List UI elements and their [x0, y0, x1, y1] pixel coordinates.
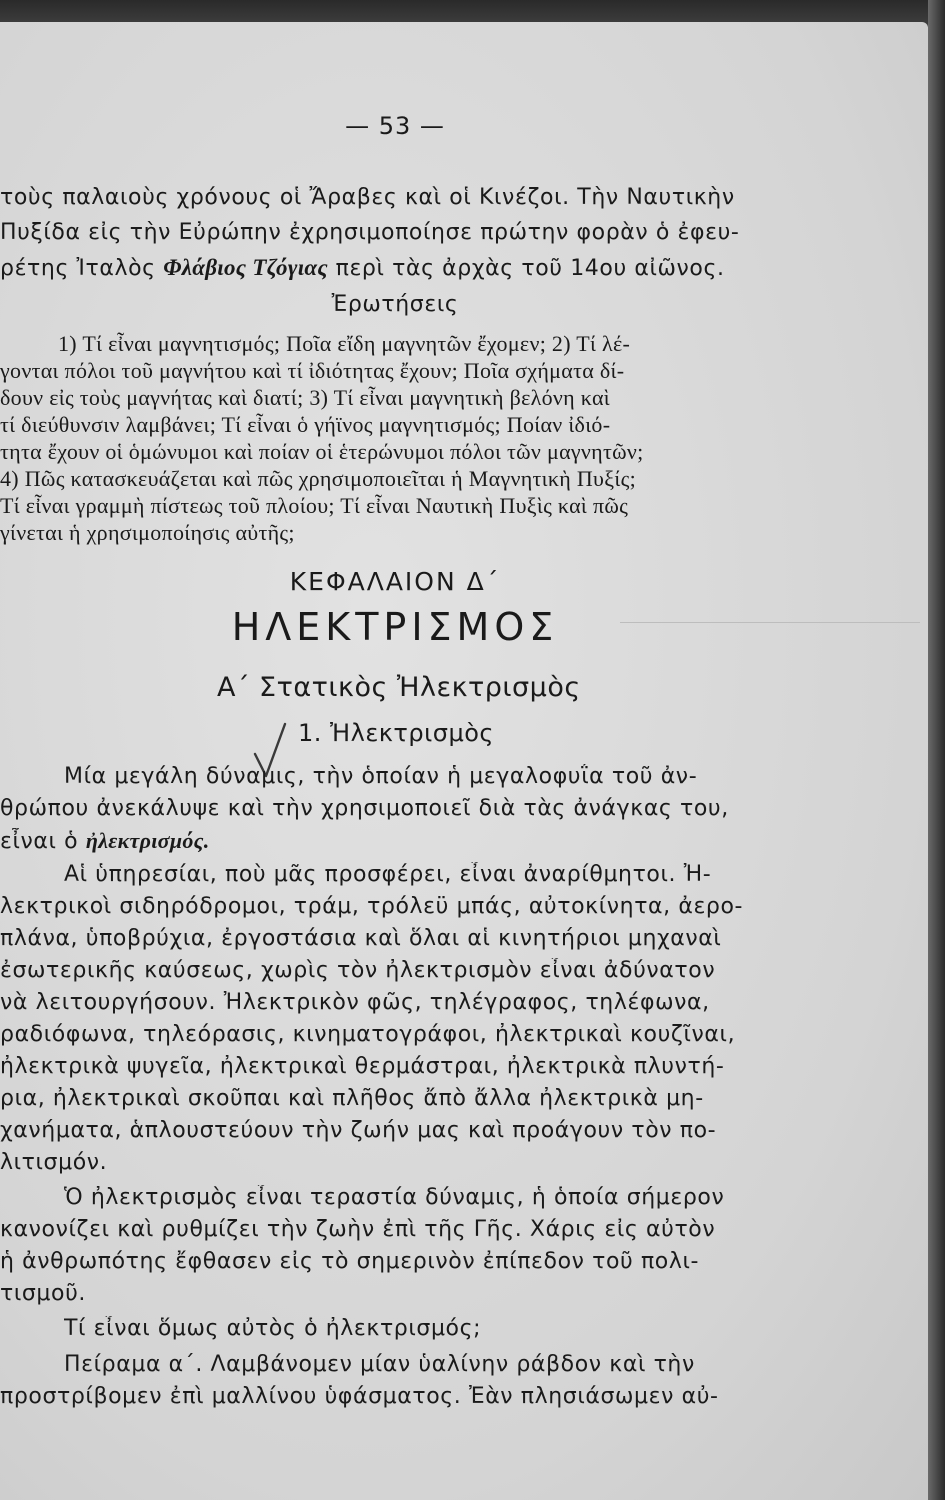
paragraph-line: κανονίζει καὶ ρυθμίζει τὴν ζωὴν ἐπὶ τῆς Γῆς. Χάρις εἰς αὐτὸν [0, 1217, 716, 1242]
book-page [0, 22, 928, 1500]
paragraph-line: πλάνα, ὑποβρύχια, ἐργοστάσια καὶ ὅλαι αἱ κινητήριοι μηχαναὶ [0, 926, 722, 951]
paragraph-line: ἠλεκτρικὰ ψυγεῖα, ἠλεκτρικαὶ θερμάστραι, ἠλεκτρικὰ πλυντή- [0, 1054, 725, 1079]
experiment-line: προστρίβομεν ἐπὶ μαλλίνου ὑφάσματος. Ἐὰν πλησιάσωμεν αὐ- [0, 1384, 719, 1409]
question-line: τητα ἔχουν οἱ ὁμώνυμοι καὶ ποίαν οἱ ἑτερώνυμοι πόλοι τῶν μαγνητῶν; [0, 439, 644, 464]
subsection-heading: 1. Ἠλεκτρισμὸς [298, 719, 494, 747]
paragraph-line: τισμοῦ. [0, 1281, 87, 1306]
inventor-name: Φλάβιος Τζόγιας [163, 255, 328, 280]
question-line: 4) Πῶς κατασκευάζεται καὶ πῶς χρησιμοποιεῖται ἡ Μαγνητικὴ Πυξίς; [0, 466, 637, 491]
paragraph-line: Μία μεγάλη δύναμις, τὴν ὁποίαν ἡ μεγαλοφυΐα τοῦ ἀν- [64, 764, 698, 789]
chapter-title: ΗΛΕΚΤΡΙΣΜΟΣ [231, 605, 559, 649]
question-line: τί διεύθυνσιν λαμβάνει; Τί εἶναι ὁ γήϊνος μαγνητισμός; Ποίαν ἰδιό- [0, 412, 611, 437]
intro-line-3 [0, 255, 928, 281]
key-term: ἠλεκτρισμός. [85, 828, 210, 853]
paragraph-line: ρια, ἠλεκτρικαὶ σκοῦπαι καὶ πλῆθος ἄπὸ ἄλλα ἠλεκτρικὰ μη- [0, 1086, 704, 1111]
paragraph-line: θρώπου ἀνεκάλυψε καὶ τὴν χρησιμοποιεῖ διὰ τὰς ἀνάγκας του, [0, 796, 729, 821]
intro-line-3-start: ρέτης Ἰταλὸς [0, 256, 164, 281]
experiment-line: Πείραμα α΄. Λαμβάνομεν μίαν ὑαλίνην ράβδον καὶ τὴν [64, 1352, 695, 1377]
page-right-shadow [928, 0, 945, 1500]
paragraph-line: λιτισμόν. [0, 1150, 108, 1175]
question-line: Τί εἶναι γραμμὴ πίστεως τοῦ πλοίου; Τί εἶναι Ναυτικὴ Πυξὶς καὶ πῶς [0, 493, 629, 518]
paragraph-line: ἐσωτερικῆς καύσεως, χωρὶς τὸν ἠλεκτρισμὸν εἶναι ἀδύνατον [0, 958, 716, 983]
paragraph-line: ἡ ἀνθρωπότης ἔφθασεν εἰς τὸ σημερινὸν ἐπίπεδον τοῦ πολι- [0, 1249, 700, 1274]
paragraph-line: νὰ λειτουργήσουν. Ἠλεκτρικὸν φῶς, τηλέγραφος, τηλέφωνα, [0, 990, 710, 1015]
page-number: — 53 — [345, 112, 445, 140]
questions-heading: Ἐρωτήσεις [331, 292, 459, 317]
paragraph-line: ραδιόφωνα, τηλεόρασις, κινηματογράφοι, ἠλεκτρικαὶ κουζῖναι, [0, 1022, 736, 1047]
paragraph-line-start: εἶναι ὁ [0, 829, 86, 854]
section-heading: Α΄ Στατικὸς Ἠλεκτρισμὸς [217, 672, 581, 703]
paragraph-line: λεκτρικοὶ σιδηρόδρομοι, τράμ, τρόλεϋ μπάς, αὐτοκίνητα, ἀερο- [0, 894, 744, 919]
paragraph-line: χανήματα, ἁπλουστεύουν τὴν ζωήν μας καὶ προάγουν τὸν πο- [0, 1118, 717, 1143]
divider [620, 622, 920, 623]
question-line: γίνεται ἡ χρησιμοποίησις αὐτῆς; [0, 520, 295, 545]
intro-line-1: τοὺς παλαιοὺς χρόνους οἱ Ἄραβες καὶ οἱ Κινέζοι. Τὴν Ναυτικὴν [0, 185, 735, 210]
question-line: 1) Τί εἶναι μαγνητισμός; Ποῖα εἴδη μαγνητῶν ἔχομεν; 2) Τί λέ- [58, 331, 631, 356]
question-line: γονται πόλοι τοῦ μαγνήτου καὶ τί ἰδιότητας ἔχουν; Ποῖα σχήματα δί- [0, 358, 625, 383]
paragraph-line: Ὁ ἠλεκτρισμὸς εἶναι τεραστία δύναμις, ἡ ὁποία σήμερον [64, 1185, 725, 1210]
question-line: δουν εἰς τοὺς μαγνήτας καὶ διατί; 3) Τί εἶναι μαγνητικὴ βελόνη καὶ [0, 385, 610, 410]
intro-line-3-end: περὶ τὰς ἀρχὰς τοῦ 14ου αἰῶνος. [328, 256, 725, 281]
paragraph-line [0, 828, 928, 854]
chapter-heading: ΚΕΦΑΛΑΙΟΝ Δ΄ [289, 567, 501, 596]
intro-line-2: Πυξίδα εἰς τὴν Εὐρώπην ἐχρησιμοποίησε πρώτην φορὰν ὁ ἐφευ- [0, 220, 740, 245]
question-sentence: Τί εἶναι ὅμως αὐτὸς ὁ ἠλεκτρισμός; [64, 1316, 482, 1341]
paragraph-line: Αἱ ὑπηρεσίαι, ποὺ μᾶς προσφέρει, εἶναι ἀναρίθμητοι. Ἠ- [64, 862, 712, 887]
